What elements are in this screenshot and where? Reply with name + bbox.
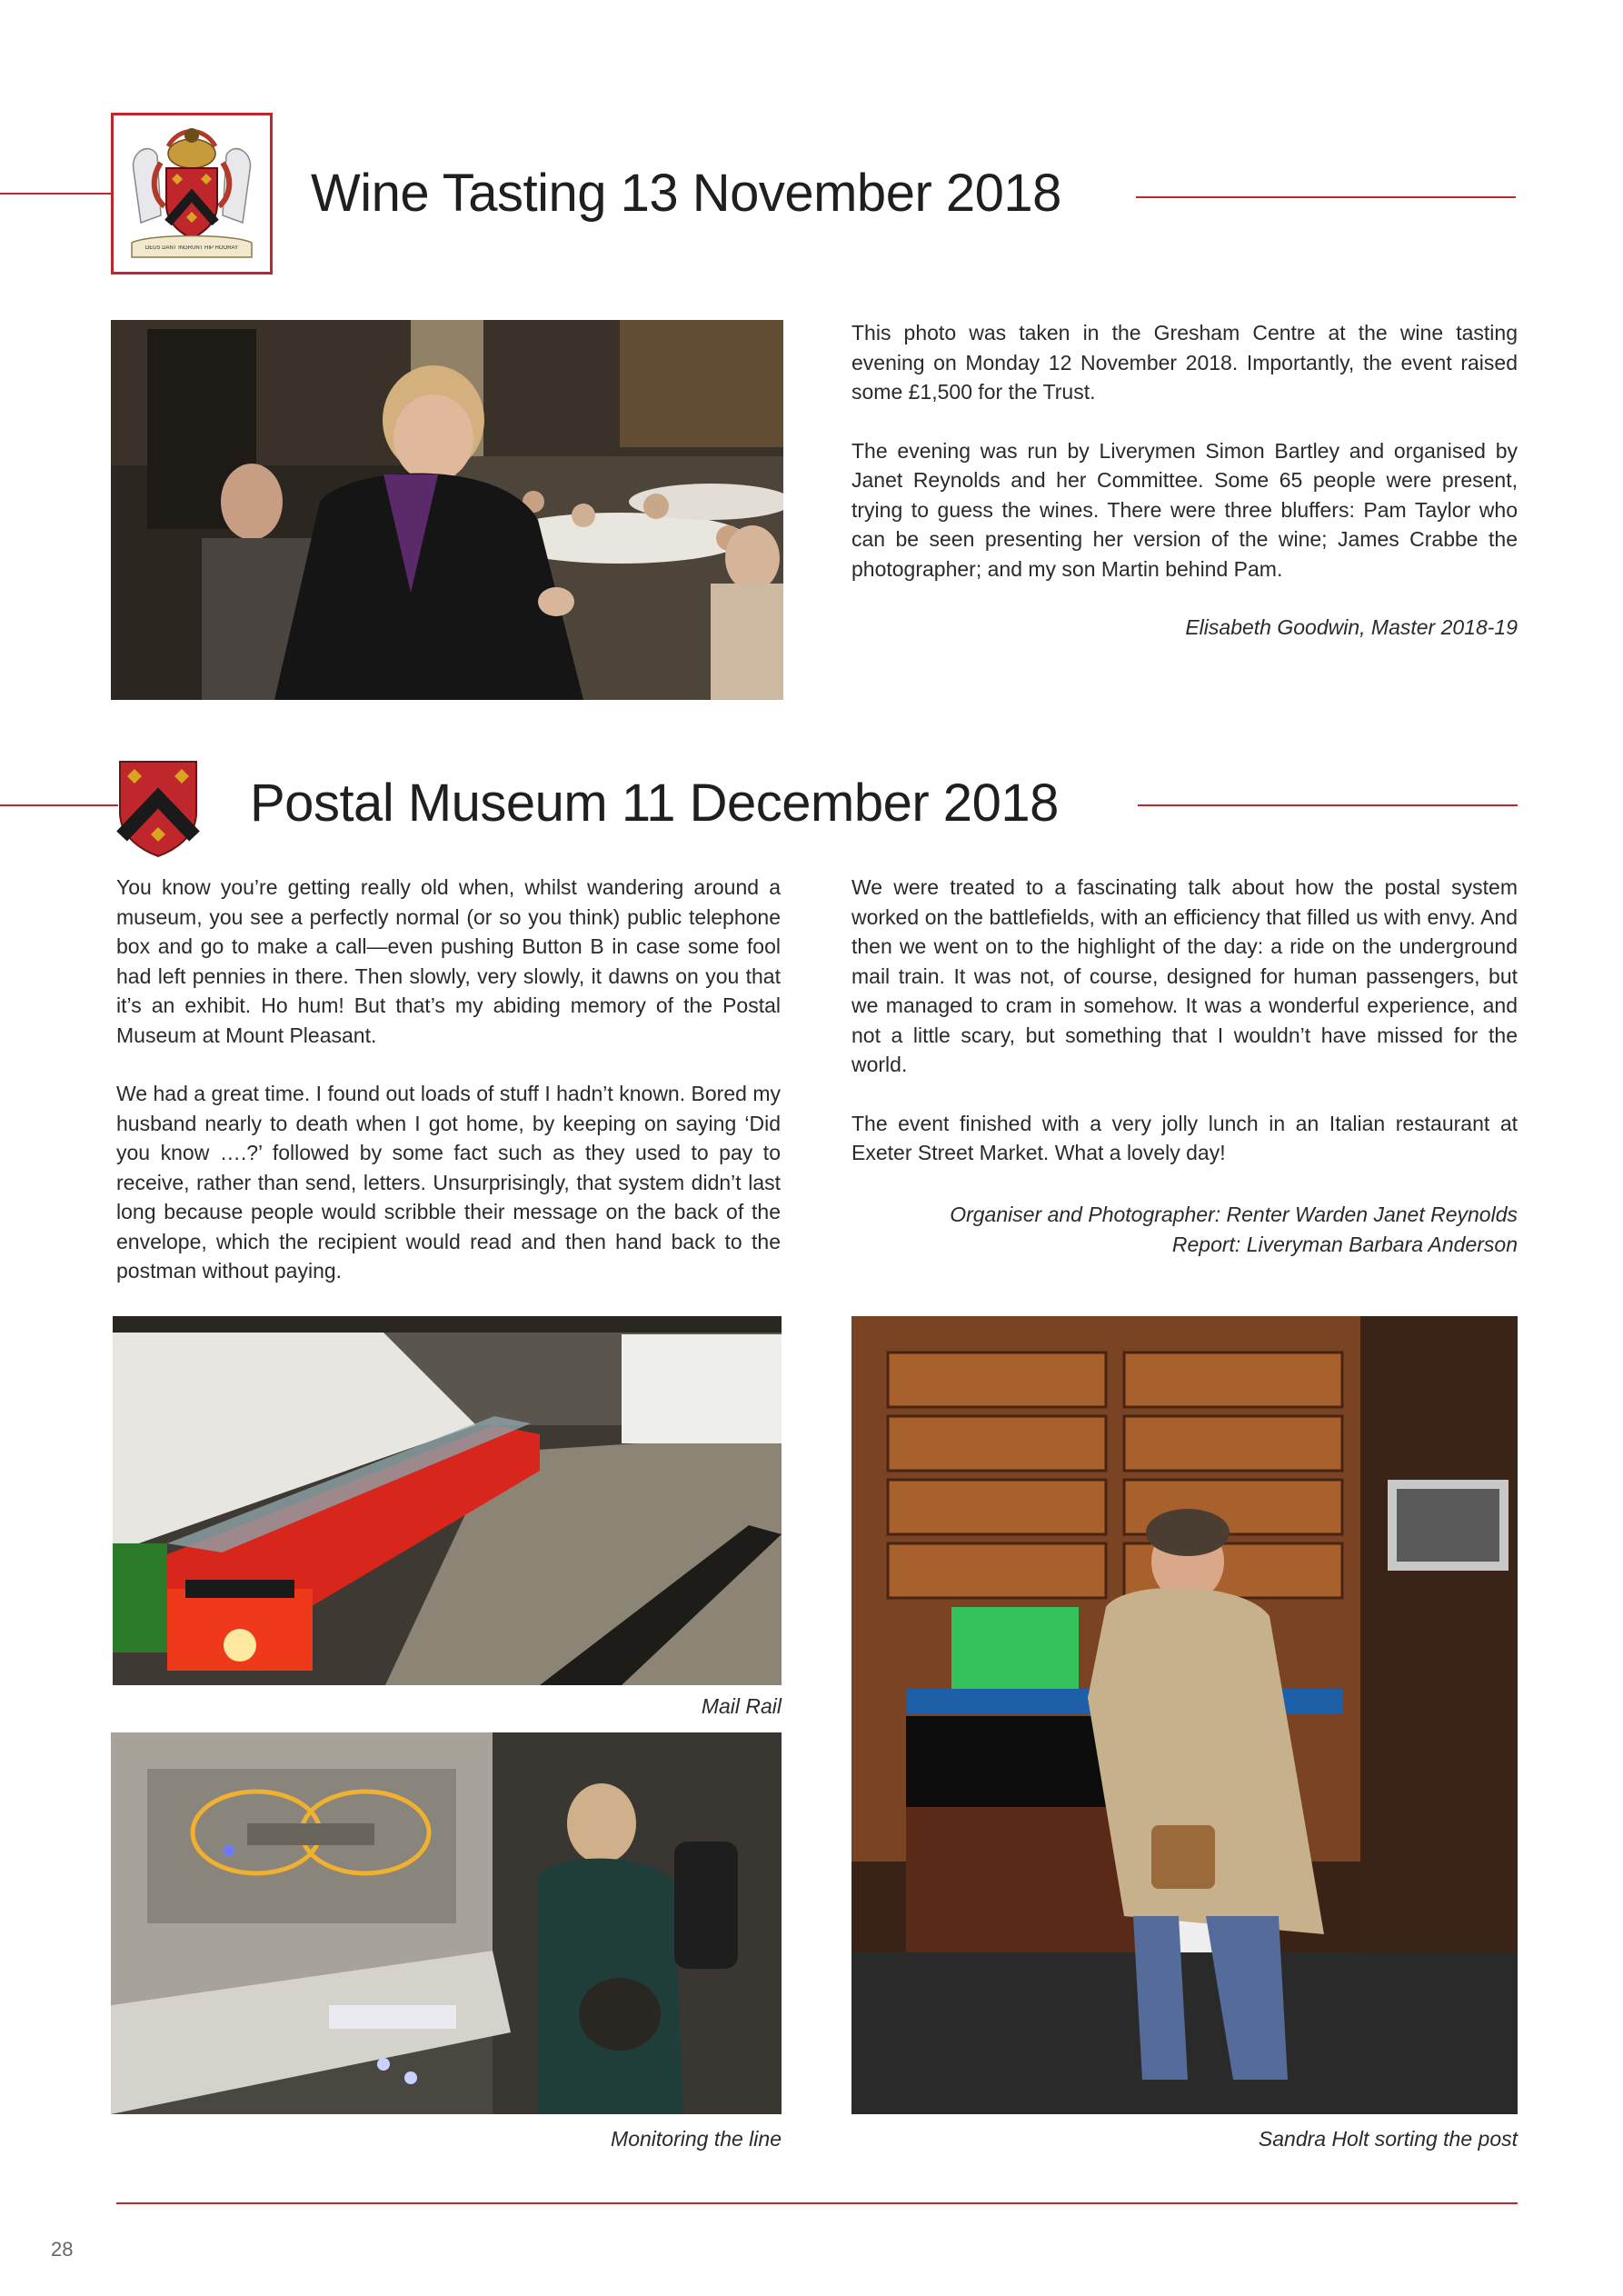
postal-museum-text-left — [116, 873, 781, 1315]
heading-rule-left — [0, 804, 118, 806]
coat-of-arms-logo — [111, 113, 273, 275]
mail-rail-photo — [113, 1316, 782, 1685]
paragraph: We were treated to a fascinating talk about how the postal system worked on the battlefields, with an efficiency that filled us with envy. And then we went on to the highlight of the day: a ride on the underground mail train. It was not, of course, designed for human passengers, but we managed to cram in somehow. It was a wonderful experience, and not a little scary, but something that I wouldn’t have missed for the world. — [851, 875, 1518, 1076]
crest-motto: DEUS DANT INGRUNT HIP HOORAY — [144, 245, 239, 251]
paragraph: The event finished with a very jolly lunch in an Italian restaurant at Exeter Street Market. What a lovely day! — [851, 1111, 1518, 1164]
page-number: 28 — [51, 2238, 74, 2261]
wine-tasting-text — [851, 318, 1518, 613]
paragraph: The evening was run by Liverymen Simon Bartley and organised by Janet Reynolds and her Committee. Some 65 people were present, trying to guess the wines. There were three bluffers: Pam Taylor who can be seen presenting her version of the wine; James Crabbe the photographer; and my son Martin behind Pam. — [851, 438, 1518, 581]
shield-icon — [116, 758, 200, 858]
paragraph: You know you’re getting really old when, whilst wandering around a museum, you see a perfectly normal (or so you think) public telephone box and go to make a call—even pushing Button B in case some fool had left pennies in there. Then slowly, very slowly, it dawns on you that it’s an exhibit. Ho hum! But that’s my abiding memory of the Postal Museum at Mount Pleasant. — [116, 875, 781, 1047]
postal-museum-credits — [851, 1200, 1518, 1259]
caption-mail-rail: Mail Rail — [701, 1694, 782, 1718]
credit-report: Report: Liveryman Barbara Anderson — [1171, 1232, 1518, 1256]
heading-rule-left — [0, 193, 113, 195]
monitoring-photo — [111, 1732, 782, 2114]
credit-organiser: Organiser and Photographer: Renter Warden Janet Reynolds — [950, 1203, 1518, 1226]
caption-monitoring: Monitoring the line — [611, 2127, 782, 2151]
paragraph: This photo was taken in the Gresham Centre at the wine tasting evening on Monday 12 November 2018. Importantly, the event raised some £1,500 for the Trust. — [851, 321, 1518, 404]
heading-rule-right — [1138, 804, 1518, 806]
section-title-wine-tasting: Wine Tasting 13 November 2018 — [311, 164, 1061, 223]
wine-tasting-photo — [111, 320, 783, 700]
caption-sorting-post: Sandra Holt sorting the post — [1258, 2127, 1518, 2151]
shield-logo — [116, 758, 200, 858]
sorting-post-photo — [851, 1316, 1518, 2114]
wine-tasting-signature: Elisabeth Goodwin, Master 2018-19 — [1185, 615, 1518, 639]
footer-rule — [116, 2202, 1518, 2204]
heading-rule-right — [1136, 196, 1516, 198]
section-title-postal-museum: Postal Museum 11 December 2018 — [250, 774, 1059, 833]
paragraph: We had a great time. I found out loads of stuff I hadn’t known. Bored my husband nearly to death when I got home, by keeping on saying ‘Did you know ….?’ followed by some fact such as they used to pay to receive, rather than send, letters. Unsurprisingly, that system didn’t last long because people would scribble their message on the back of the envelope, which the recipient would read and then hand back to the postman without paying. — [116, 1082, 781, 1283]
postal-museum-text-right — [851, 873, 1518, 1197]
